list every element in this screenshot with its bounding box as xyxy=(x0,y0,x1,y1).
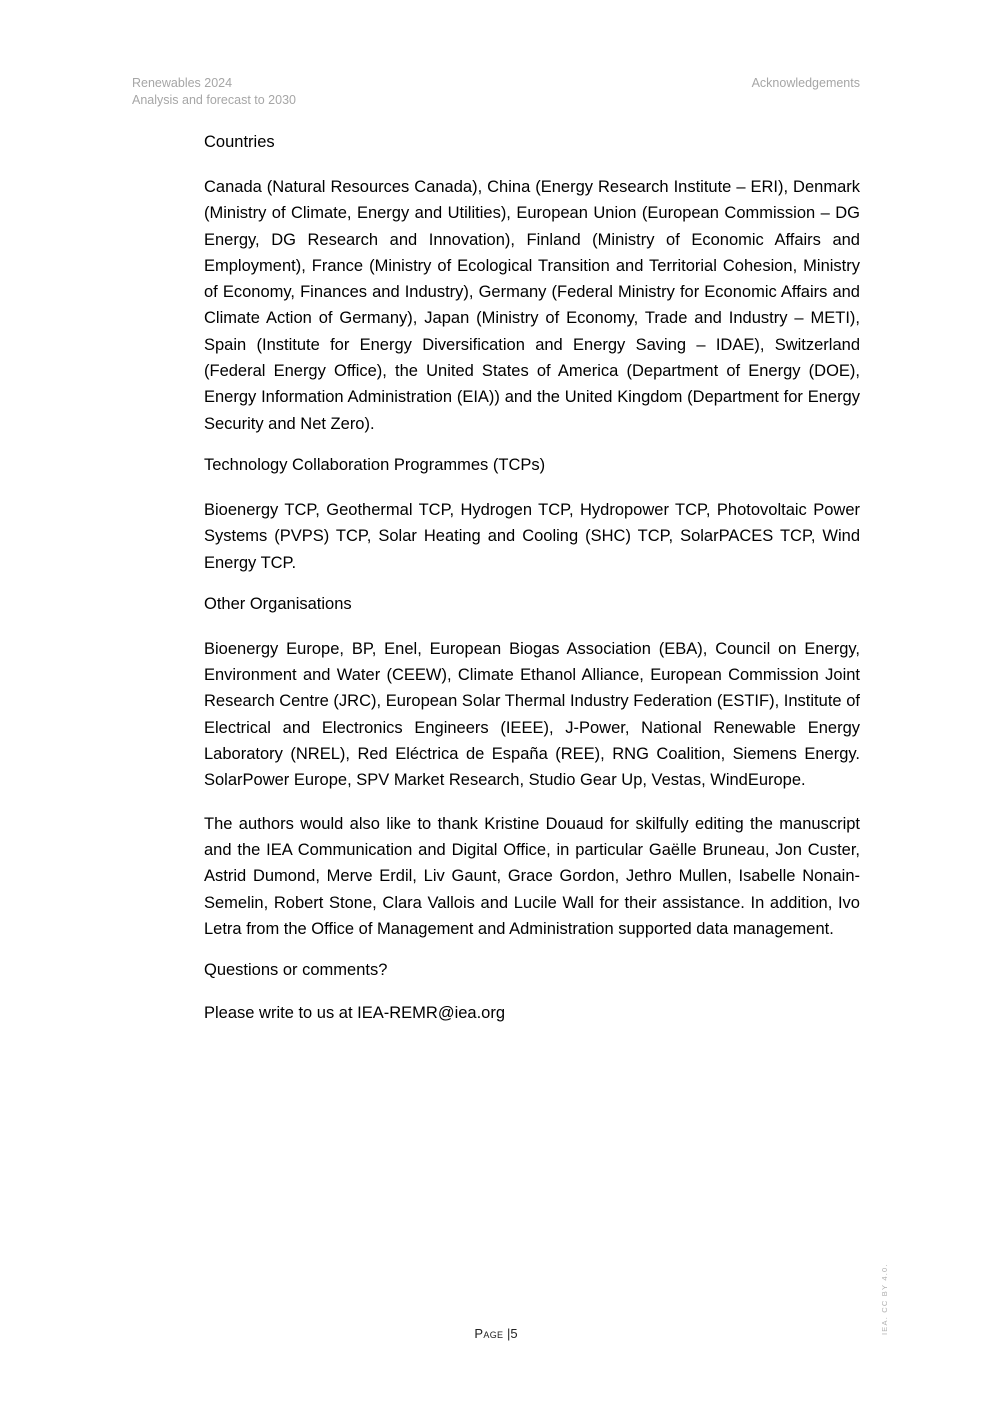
report-subtitle: Analysis and forecast to 2030 xyxy=(132,93,296,107)
section-text-tcps: Bioenergy TCP, Geothermal TCP, Hydrogen TCP, Hydropower TCP, Photovoltaic Power Systems (PVPS) TCP, Solar Heating and Cooling (SHC) TCP, SolarPACES TCP, Wind Energy TCP. xyxy=(204,500,860,572)
page-number: 5 xyxy=(510,1326,518,1341)
page-label: Page xyxy=(474,1326,504,1341)
report-title: Renewables 2024 xyxy=(132,76,233,90)
license-notice: IEA. CC BY 4.0. xyxy=(880,1263,889,1335)
section-heading-tcps: Technology Collaboration Programmes (TCPs) xyxy=(204,455,546,474)
report-header xyxy=(132,75,296,109)
section-text-countries: Canada (Natural Resources Canada), China (Energy Research Institute – ERI), Denmark (Ministry of Climate, Energy and Utilities), European Union (European Commission – DG Energy, DG Research and Innovation), Finland (Ministry of Economic Affairs and Employment), France (Ministry of Ecological Transition and Territorial Cohesion, Ministry of Economy, Finances and Industry), Germany (Federal Ministry for Economic Affairs and Climate Action of Germany), Japan (Ministry of Economy, Trade and Industry – METI), Spain (Institute for Energy Diversification and Energy Saving – IDAE), Switzerland (Federal Energy Office), the United States of America (Department of Energy (DOE), Energy Information Administration (EIA)) and the United Kingdom (Department for Energy Security and Net Zero). xyxy=(204,178,860,433)
section-heading-other-organisations: Other Organisations xyxy=(204,594,352,613)
section-title: Acknowledgements xyxy=(751,76,860,90)
page-body xyxy=(204,131,860,1045)
section-heading-countries: Countries xyxy=(204,133,275,151)
contact-email-line: Please write to us at IEA-REMR@iea.org xyxy=(204,1004,506,1023)
thanks-paragraph: The authors would also like to thank Kristine Douaud for skilfully editing the manuscript and the IEA Communication and Digital Office, in particular Gaëlle Bruneau, Jon Custer, Astrid Dumond, Merve Erdil, Liv Gaunt, Grace Gordon, Jethro Mullen, Isabelle Nonain-Semelin, Robert Stone, Clara Vallois and Lucile Wall for their assistance. In addition, Ivo Letra from the Office of Management and Administration supported data management. xyxy=(204,814,860,938)
questions-heading: Questions or comments? xyxy=(204,961,388,980)
page-separator: | xyxy=(506,1326,511,1341)
section-text-other-organisations: Bioenergy Europe, BP, Enel, European Biogas Association (EBA), Council on Energy, Environment and Water (CEEW), Climate Ethanol Alliance, European Commission Joint Research Centre (JRC), European Solar Thermal Industry Federation (ESTIF), Institute of Electrical and Electronics Engineers (IEEE), J-Power, National Renewable Energy Laboratory (NREL), Red Eléctrica de España (REE), RNG Coalition, Siemens Energy. SolarPower Europe, SPV Market Research, Studio Gear Up, Vestas, WindEurope. xyxy=(204,639,860,790)
page-footer xyxy=(0,1326,992,1341)
